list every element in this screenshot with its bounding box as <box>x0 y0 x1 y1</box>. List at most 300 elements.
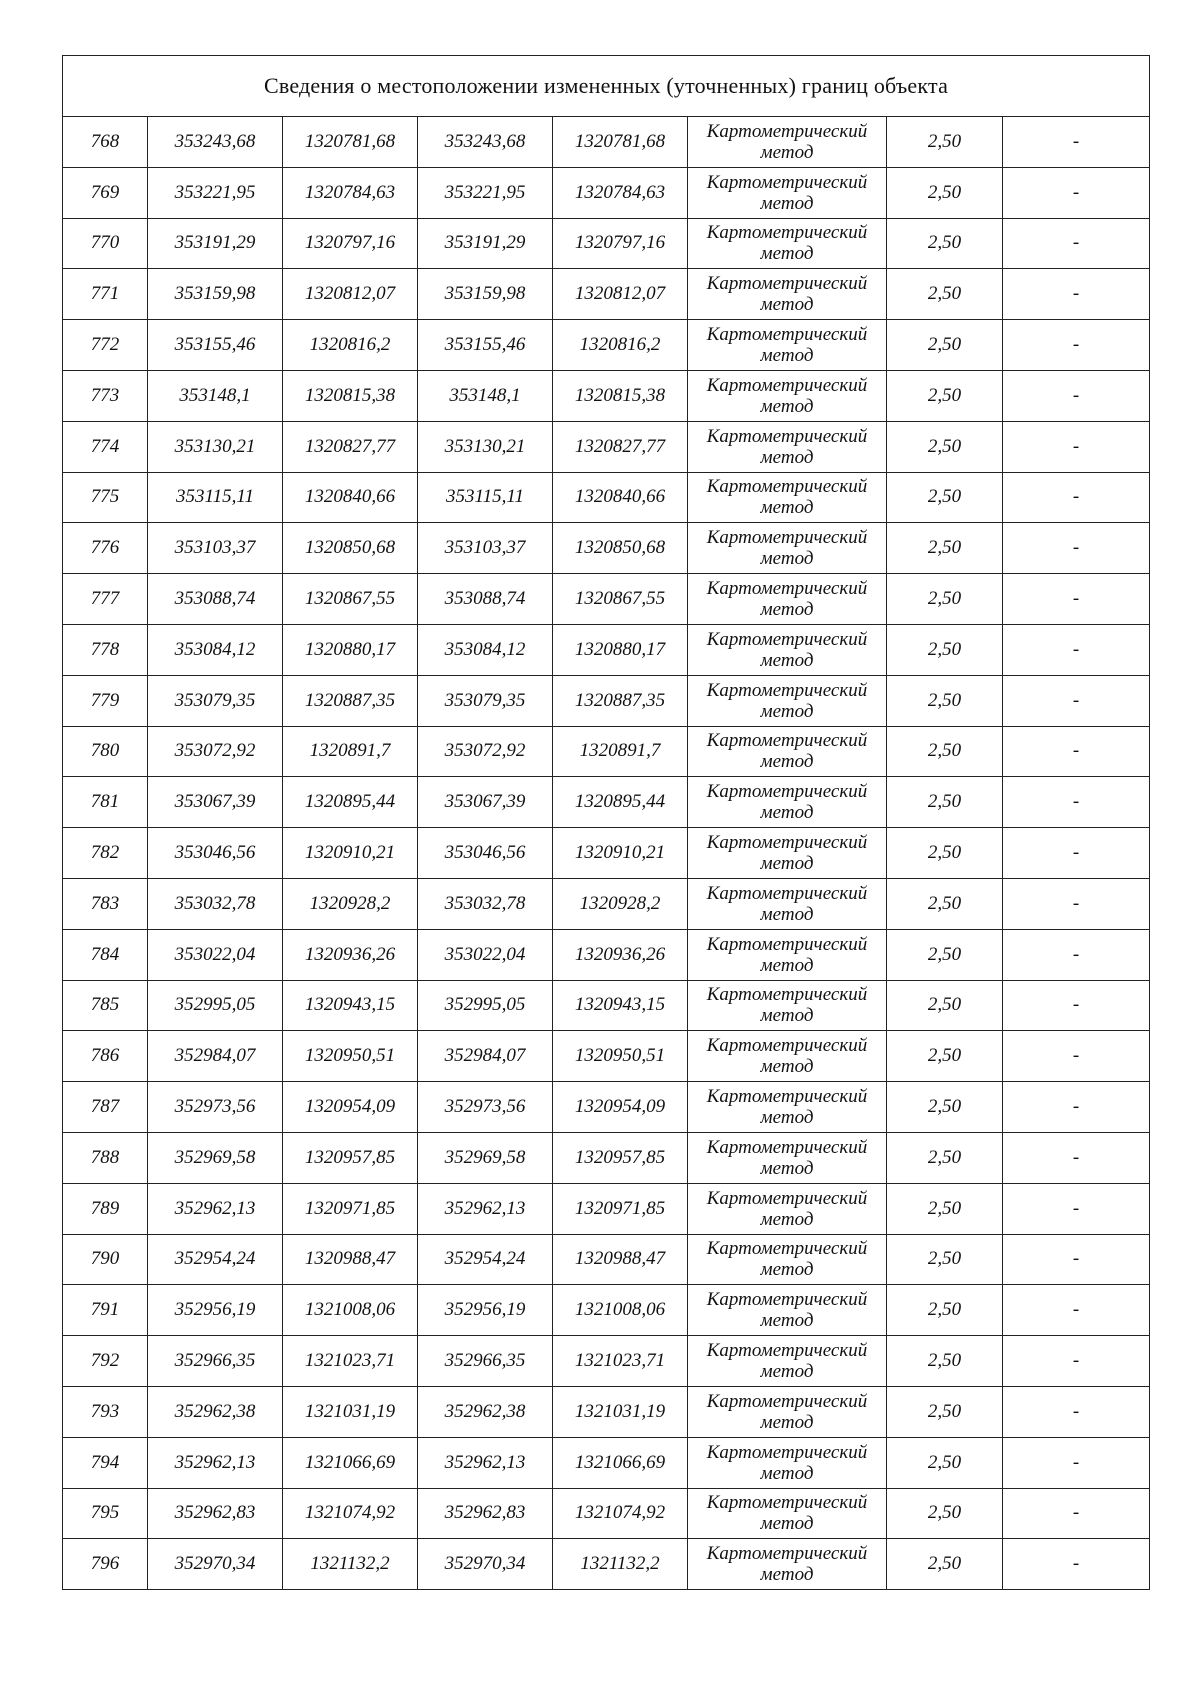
table-row <box>63 929 1150 980</box>
cell-note: - <box>1003 574 1150 625</box>
cell-x-existing: 353191,29 <box>148 218 283 269</box>
cell-point-number: 768 <box>63 117 148 168</box>
cell-x-existing: 353148,1 <box>148 370 283 421</box>
cell-method <box>688 624 887 675</box>
method-line-2: метод <box>760 1005 814 1027</box>
cell-point-number: 796 <box>63 1539 148 1590</box>
method-line-2: метод <box>760 1310 814 1332</box>
cell-y-existing: 1320943,15 <box>283 980 418 1031</box>
method-line-2: метод <box>760 1107 814 1129</box>
cell-accuracy: 2,50 <box>887 574 1003 625</box>
method-line-2: метод <box>760 1462 814 1484</box>
cell-note: - <box>1003 269 1150 320</box>
cell-note: - <box>1003 1539 1150 1590</box>
cell-y-existing: 1320816,2 <box>283 320 418 371</box>
cell-method <box>688 1386 887 1437</box>
cell-method <box>688 117 887 168</box>
cell-x-existing: 352962,83 <box>148 1488 283 1539</box>
cell-method <box>688 1488 887 1539</box>
cell-x-refined: 353148,1 <box>418 370 553 421</box>
cell-point-number: 774 <box>63 421 148 472</box>
method-line-2: метод <box>760 192 814 214</box>
cell-point-number: 779 <box>63 675 148 726</box>
cell-method <box>688 726 887 777</box>
cell-y-refined: 1320954,09 <box>553 1082 688 1133</box>
cell-x-refined: 353130,21 <box>418 421 553 472</box>
method-line-1: Картометрический <box>706 730 868 752</box>
cell-note: - <box>1003 929 1150 980</box>
cell-note: - <box>1003 1386 1150 1437</box>
cell-point-number: 793 <box>63 1386 148 1437</box>
method-line-1: Картометрический <box>706 527 868 549</box>
table-row <box>63 1234 1150 1285</box>
cell-x-refined: 353155,46 <box>418 320 553 371</box>
cell-x-refined: 352969,58 <box>418 1132 553 1183</box>
method-line-2: метод <box>760 446 814 468</box>
cell-x-existing: 353088,74 <box>148 574 283 625</box>
cell-x-existing: 352956,19 <box>148 1285 283 1336</box>
cell-y-existing: 1320850,68 <box>283 523 418 574</box>
cell-x-existing: 352984,07 <box>148 1031 283 1082</box>
method-line-2: метод <box>760 395 814 417</box>
cell-y-refined: 1321132,2 <box>553 1539 688 1590</box>
table-row <box>63 980 1150 1031</box>
cell-x-refined: 353115,11 <box>418 472 553 523</box>
table-title: Сведения о местоположении измененных (уточненных) границ объекта <box>63 56 1150 117</box>
cell-x-refined: 352984,07 <box>418 1031 553 1082</box>
table-row <box>63 1082 1150 1133</box>
method-line-1: Картометрический <box>706 933 868 955</box>
cell-point-number: 782 <box>63 828 148 879</box>
method-line-2: метод <box>760 548 814 570</box>
cell-method <box>688 1183 887 1234</box>
method-line-1: Картометрический <box>706 273 868 295</box>
cell-x-refined: 353221,95 <box>418 167 553 218</box>
cell-y-refined: 1320816,2 <box>553 320 688 371</box>
cell-x-refined: 352956,19 <box>418 1285 553 1336</box>
cell-y-existing: 1320784,63 <box>283 167 418 218</box>
cell-y-refined: 1320850,68 <box>553 523 688 574</box>
cell-note: - <box>1003 675 1150 726</box>
cell-x-refined: 352962,13 <box>418 1183 553 1234</box>
cell-x-refined: 352962,13 <box>418 1437 553 1488</box>
cell-x-existing: 353103,37 <box>148 523 283 574</box>
method-line-1: Картометрический <box>706 425 868 447</box>
table-row <box>63 472 1150 523</box>
table-row <box>63 117 1150 168</box>
cell-x-refined: 353088,74 <box>418 574 553 625</box>
method-line-1: Картометрический <box>706 1086 868 1108</box>
cell-accuracy: 2,50 <box>887 929 1003 980</box>
cell-x-existing: 352995,05 <box>148 980 283 1031</box>
cell-accuracy: 2,50 <box>887 1132 1003 1183</box>
method-line-1: Картометрический <box>706 1492 868 1514</box>
method-line-2: метод <box>760 1513 814 1535</box>
cell-point-number: 789 <box>63 1183 148 1234</box>
cell-x-existing: 352969,58 <box>148 1132 283 1183</box>
method-line-2: метод <box>760 954 814 976</box>
cell-point-number: 783 <box>63 878 148 929</box>
cell-method <box>688 1132 887 1183</box>
cell-y-existing: 1320827,77 <box>283 421 418 472</box>
cell-x-existing: 353243,68 <box>148 117 283 168</box>
cell-x-refined: 353079,35 <box>418 675 553 726</box>
cell-y-refined: 1320891,7 <box>553 726 688 777</box>
cell-y-existing: 1320954,09 <box>283 1082 418 1133</box>
cell-point-number: 769 <box>63 167 148 218</box>
cell-method <box>688 980 887 1031</box>
cell-x-existing: 353022,04 <box>148 929 283 980</box>
cell-method <box>688 370 887 421</box>
cell-note: - <box>1003 1285 1150 1336</box>
cell-y-refined: 1320988,47 <box>553 1234 688 1285</box>
method-line-2: метод <box>760 243 814 265</box>
cell-x-existing: 353079,35 <box>148 675 283 726</box>
method-line-1: Картометрический <box>706 628 868 650</box>
cell-accuracy: 2,50 <box>887 117 1003 168</box>
method-line-2: метод <box>760 1157 814 1179</box>
table-row <box>63 675 1150 726</box>
table-row <box>63 370 1150 421</box>
cell-accuracy: 2,50 <box>887 1031 1003 1082</box>
cell-point-number: 772 <box>63 320 148 371</box>
cell-y-existing: 1321023,71 <box>283 1336 418 1387</box>
method-line-2: метод <box>760 649 814 671</box>
cell-x-existing: 352966,35 <box>148 1336 283 1387</box>
method-line-1: Картометрический <box>706 832 868 854</box>
method-line-2: метод <box>760 802 814 824</box>
cell-y-existing: 1321031,19 <box>283 1386 418 1437</box>
cell-note: - <box>1003 777 1150 828</box>
cell-accuracy: 2,50 <box>887 878 1003 929</box>
table-row <box>63 1285 1150 1336</box>
cell-point-number: 784 <box>63 929 148 980</box>
method-line-2: метод <box>760 497 814 519</box>
cell-x-refined: 352966,35 <box>418 1336 553 1387</box>
cell-x-refined: 353022,04 <box>418 929 553 980</box>
cell-note: - <box>1003 523 1150 574</box>
method-line-1: Картометрический <box>706 1238 868 1260</box>
cell-y-existing: 1320887,35 <box>283 675 418 726</box>
table-row <box>63 777 1150 828</box>
cell-point-number: 787 <box>63 1082 148 1133</box>
cell-y-refined: 1320797,16 <box>553 218 688 269</box>
cell-y-refined: 1320781,68 <box>553 117 688 168</box>
method-line-2: метод <box>760 1259 814 1281</box>
cell-point-number: 775 <box>63 472 148 523</box>
cell-accuracy: 2,50 <box>887 269 1003 320</box>
method-line-2: метод <box>760 1361 814 1383</box>
cell-method <box>688 828 887 879</box>
method-line-1: Картометрический <box>706 578 868 600</box>
table-row <box>63 1336 1150 1387</box>
cell-method <box>688 320 887 371</box>
cell-method <box>688 421 887 472</box>
method-line-1: Картометрический <box>706 324 868 346</box>
cell-method <box>688 1336 887 1387</box>
cell-point-number: 791 <box>63 1285 148 1336</box>
cell-y-existing: 1320880,17 <box>283 624 418 675</box>
cell-accuracy: 2,50 <box>887 726 1003 777</box>
table-row <box>63 218 1150 269</box>
cell-point-number: 777 <box>63 574 148 625</box>
table-row <box>63 878 1150 929</box>
cell-y-refined: 1320971,85 <box>553 1183 688 1234</box>
cell-y-refined: 1320910,21 <box>553 828 688 879</box>
cell-note: - <box>1003 1031 1150 1082</box>
table-row <box>63 320 1150 371</box>
cell-x-refined: 352973,56 <box>418 1082 553 1133</box>
cell-note: - <box>1003 980 1150 1031</box>
cell-y-refined: 1320827,77 <box>553 421 688 472</box>
cell-method <box>688 1539 887 1590</box>
cell-method <box>688 777 887 828</box>
method-line-2: метод <box>760 1056 814 1078</box>
method-line-2: метод <box>760 141 814 163</box>
cell-x-refined: 353084,12 <box>418 624 553 675</box>
cell-y-existing: 1321074,92 <box>283 1488 418 1539</box>
cell-y-existing: 1321132,2 <box>283 1539 418 1590</box>
cell-x-refined: 352995,05 <box>418 980 553 1031</box>
cell-y-existing: 1320971,85 <box>283 1183 418 1234</box>
cell-y-refined: 1321008,06 <box>553 1285 688 1336</box>
cell-y-existing: 1320812,07 <box>283 269 418 320</box>
cell-method <box>688 675 887 726</box>
cell-point-number: 795 <box>63 1488 148 1539</box>
cell-accuracy: 2,50 <box>887 624 1003 675</box>
method-line-2: метод <box>760 903 814 925</box>
cell-y-refined: 1320887,35 <box>553 675 688 726</box>
cell-x-existing: 353046,56 <box>148 828 283 879</box>
cell-y-existing: 1320797,16 <box>283 218 418 269</box>
cell-accuracy: 2,50 <box>887 320 1003 371</box>
cell-y-existing: 1320950,51 <box>283 1031 418 1082</box>
cell-y-refined: 1320943,15 <box>553 980 688 1031</box>
cell-y-existing: 1320891,7 <box>283 726 418 777</box>
method-line-1: Картометрический <box>706 781 868 803</box>
cell-point-number: 773 <box>63 370 148 421</box>
cell-x-refined: 353067,39 <box>418 777 553 828</box>
cell-y-existing: 1320936,26 <box>283 929 418 980</box>
table-row <box>63 1488 1150 1539</box>
cell-y-existing: 1321066,69 <box>283 1437 418 1488</box>
cell-y-refined: 1321031,19 <box>553 1386 688 1437</box>
cell-x-existing: 352970,34 <box>148 1539 283 1590</box>
method-line-2: метод <box>760 853 814 875</box>
cell-note: - <box>1003 421 1150 472</box>
cell-x-existing: 353032,78 <box>148 878 283 929</box>
table-row <box>63 726 1150 777</box>
cell-accuracy: 2,50 <box>887 1488 1003 1539</box>
table-row <box>63 1386 1150 1437</box>
table-row <box>63 1539 1150 1590</box>
cell-x-refined: 353159,98 <box>418 269 553 320</box>
cell-point-number: 781 <box>63 777 148 828</box>
cell-x-refined: 352962,38 <box>418 1386 553 1437</box>
cell-y-refined: 1320950,51 <box>553 1031 688 1082</box>
cell-y-refined: 1320957,85 <box>553 1132 688 1183</box>
cell-x-refined: 352954,24 <box>418 1234 553 1285</box>
cell-accuracy: 2,50 <box>887 675 1003 726</box>
cell-method <box>688 167 887 218</box>
cell-method <box>688 929 887 980</box>
cell-y-refined: 1320880,17 <box>553 624 688 675</box>
cell-x-existing: 353115,11 <box>148 472 283 523</box>
table-row <box>63 1031 1150 1082</box>
cell-accuracy: 2,50 <box>887 1386 1003 1437</box>
table-row <box>63 167 1150 218</box>
cell-accuracy: 2,50 <box>887 1539 1003 1590</box>
cell-note: - <box>1003 1082 1150 1133</box>
cell-y-refined: 1321066,69 <box>553 1437 688 1488</box>
cell-y-refined: 1321074,92 <box>553 1488 688 1539</box>
cell-point-number: 786 <box>63 1031 148 1082</box>
cell-accuracy: 2,50 <box>887 828 1003 879</box>
cell-x-existing: 352973,56 <box>148 1082 283 1133</box>
cell-note: - <box>1003 1488 1150 1539</box>
cell-x-existing: 353072,92 <box>148 726 283 777</box>
cell-accuracy: 2,50 <box>887 218 1003 269</box>
cell-y-refined: 1320936,26 <box>553 929 688 980</box>
method-line-1: Картометрический <box>706 984 868 1006</box>
table-row <box>63 828 1150 879</box>
cell-accuracy: 2,50 <box>887 472 1003 523</box>
cell-note: - <box>1003 218 1150 269</box>
table-row <box>63 624 1150 675</box>
method-line-1: Картометрический <box>706 374 868 396</box>
method-line-2: метод <box>760 599 814 621</box>
cell-point-number: 770 <box>63 218 148 269</box>
cell-y-existing: 1321008,06 <box>283 1285 418 1336</box>
cell-accuracy: 2,50 <box>887 1437 1003 1488</box>
cell-y-existing: 1320895,44 <box>283 777 418 828</box>
cell-method <box>688 523 887 574</box>
table-row <box>63 269 1150 320</box>
cell-x-refined: 353072,92 <box>418 726 553 777</box>
cell-point-number: 790 <box>63 1234 148 1285</box>
table-header-row <box>63 56 1150 117</box>
cell-accuracy: 2,50 <box>887 980 1003 1031</box>
table-row <box>63 1437 1150 1488</box>
cell-y-refined: 1320812,07 <box>553 269 688 320</box>
cell-point-number: 794 <box>63 1437 148 1488</box>
method-line-1: Картометрический <box>706 1187 868 1209</box>
cell-note: - <box>1003 1437 1150 1488</box>
cell-y-existing: 1320867,55 <box>283 574 418 625</box>
cell-note: - <box>1003 1183 1150 1234</box>
cell-method <box>688 269 887 320</box>
cell-y-existing: 1320910,21 <box>283 828 418 879</box>
cell-x-refined: 353191,29 <box>418 218 553 269</box>
cell-method <box>688 472 887 523</box>
cell-accuracy: 2,50 <box>887 1183 1003 1234</box>
cell-y-existing: 1320840,66 <box>283 472 418 523</box>
cell-method <box>688 1285 887 1336</box>
method-line-1: Картометрический <box>706 679 868 701</box>
cell-accuracy: 2,50 <box>887 421 1003 472</box>
table-row <box>63 1132 1150 1183</box>
cell-note: - <box>1003 1336 1150 1387</box>
cell-point-number: 778 <box>63 624 148 675</box>
cell-y-existing: 1320957,85 <box>283 1132 418 1183</box>
cell-x-existing: 353155,46 <box>148 320 283 371</box>
cell-method <box>688 574 887 625</box>
cell-accuracy: 2,50 <box>887 523 1003 574</box>
method-line-2: метод <box>760 1411 814 1433</box>
cell-x-refined: 353032,78 <box>418 878 553 929</box>
cell-y-refined: 1320895,44 <box>553 777 688 828</box>
cell-x-existing: 353067,39 <box>148 777 283 828</box>
cell-note: - <box>1003 828 1150 879</box>
cell-method <box>688 1234 887 1285</box>
method-line-2: метод <box>760 294 814 316</box>
table-body <box>63 56 1150 1590</box>
cell-x-refined: 353103,37 <box>418 523 553 574</box>
cell-x-refined: 353243,68 <box>418 117 553 168</box>
method-line-1: Картометрический <box>706 1340 868 1362</box>
method-line-2: метод <box>760 700 814 722</box>
cell-accuracy: 2,50 <box>887 1234 1003 1285</box>
cell-method <box>688 1437 887 1488</box>
cell-note: - <box>1003 878 1150 929</box>
cell-y-existing: 1320928,2 <box>283 878 418 929</box>
cell-accuracy: 2,50 <box>887 1336 1003 1387</box>
cell-x-existing: 352962,13 <box>148 1437 283 1488</box>
method-line-1: Картометрический <box>706 882 868 904</box>
cell-method <box>688 1031 887 1082</box>
cell-y-refined: 1320867,55 <box>553 574 688 625</box>
table-row <box>63 574 1150 625</box>
method-line-2: метод <box>760 1208 814 1230</box>
cell-y-refined: 1320815,38 <box>553 370 688 421</box>
cell-accuracy: 2,50 <box>887 1285 1003 1336</box>
cell-x-existing: 352962,13 <box>148 1183 283 1234</box>
method-line-1: Картометрический <box>706 1035 868 1057</box>
cell-x-existing: 352954,24 <box>148 1234 283 1285</box>
cell-point-number: 776 <box>63 523 148 574</box>
cell-point-number: 792 <box>63 1336 148 1387</box>
method-line-1: Картометрический <box>706 1390 868 1412</box>
cell-method <box>688 218 887 269</box>
cell-note: - <box>1003 1132 1150 1183</box>
method-line-2: метод <box>760 751 814 773</box>
cell-x-existing: 353130,21 <box>148 421 283 472</box>
cell-note: - <box>1003 726 1150 777</box>
cell-method <box>688 878 887 929</box>
cell-y-refined: 1320784,63 <box>553 167 688 218</box>
cell-x-existing: 352962,38 <box>148 1386 283 1437</box>
cell-x-refined: 352970,34 <box>418 1539 553 1590</box>
cell-x-refined: 352962,83 <box>418 1488 553 1539</box>
cell-point-number: 771 <box>63 269 148 320</box>
cell-accuracy: 2,50 <box>887 777 1003 828</box>
document-page <box>62 55 1149 1590</box>
cell-x-refined: 353046,56 <box>418 828 553 879</box>
cell-point-number: 780 <box>63 726 148 777</box>
method-line-1: Картометрический <box>706 222 868 244</box>
cell-y-existing: 1320815,38 <box>283 370 418 421</box>
cell-note: - <box>1003 167 1150 218</box>
method-line-1: Картометрический <box>706 476 868 498</box>
cell-y-refined: 1321023,71 <box>553 1336 688 1387</box>
method-line-1: Картометрический <box>706 1543 868 1565</box>
coordinates-table <box>62 55 1150 1590</box>
table-row <box>63 421 1150 472</box>
cell-x-existing: 353221,95 <box>148 167 283 218</box>
method-line-2: метод <box>760 345 814 367</box>
cell-accuracy: 2,50 <box>887 167 1003 218</box>
method-line-1: Картометрический <box>706 120 868 142</box>
